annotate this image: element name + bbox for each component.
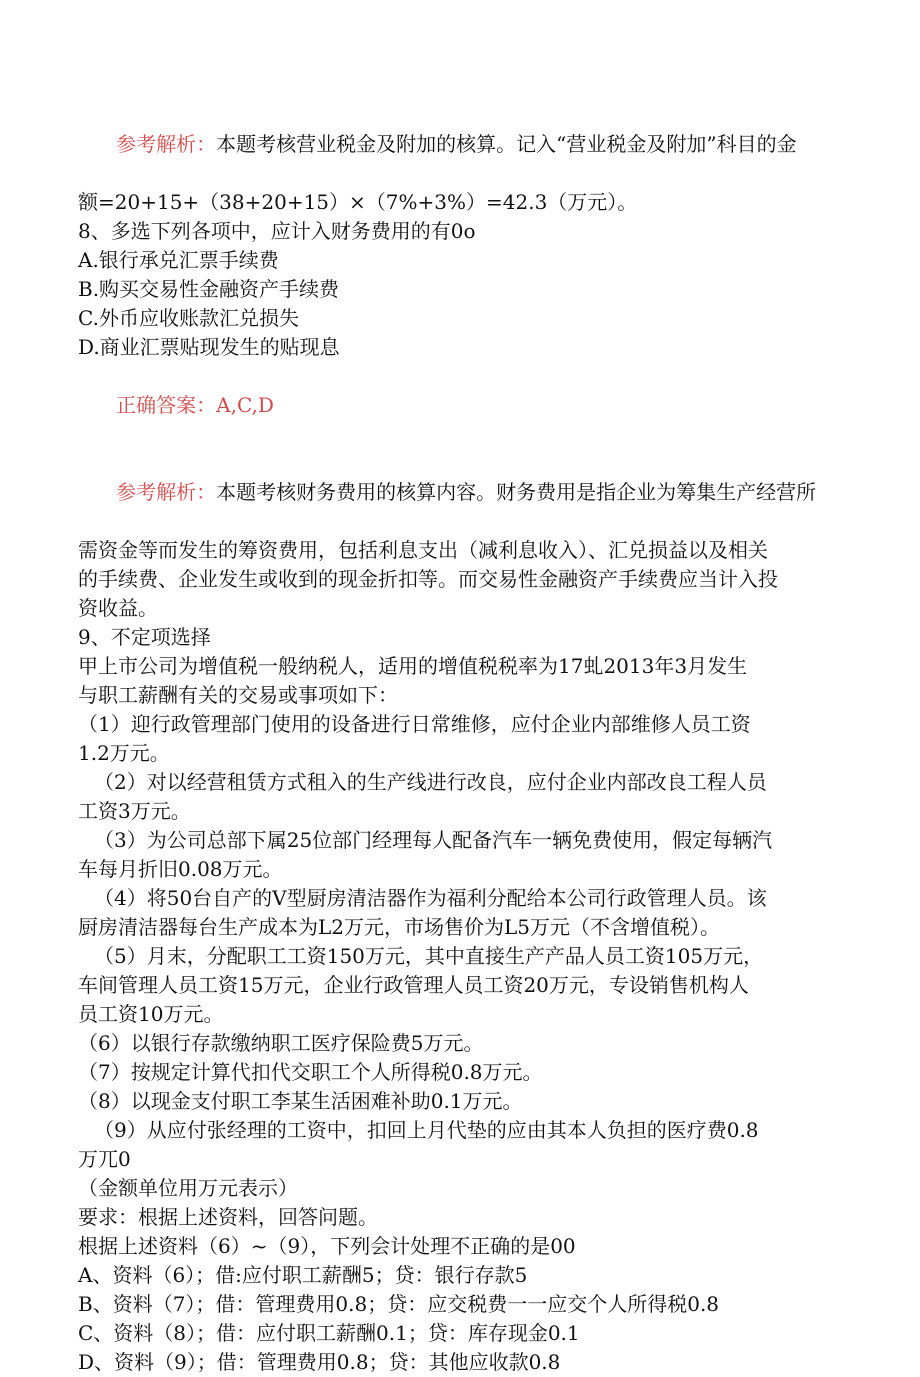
answer-option-c: C、资料（8）；借：应付职工薪酬0.1；贷：库存现金0.1 bbox=[78, 1321, 580, 1345]
intro-line: 甲上市公司为增值税一般纳税人，适用的增值税税率为17虬2013年3月发生 bbox=[78, 654, 748, 678]
option-d: D.商业汇票贴现发生的贴现息 bbox=[78, 335, 340, 359]
analysis-line bbox=[78, 449, 838, 536]
material-item-5: （5）月末，分配职工工资150万元，其中直接生产产品人员工资105万元， bbox=[94, 944, 764, 968]
option-c: C.外币应收账款汇兑损失 bbox=[78, 306, 299, 330]
analysis-line: 额=20+15+（38+20+15）×（7%+3%）=42.3（万元）。 bbox=[78, 190, 638, 214]
document-content bbox=[78, 101, 838, 1377]
sub-question: 根据上述资料（6）~（9），下列会计处理不正确的是00 bbox=[78, 1234, 576, 1258]
analysis-line bbox=[78, 101, 838, 188]
analysis-label: 参考解析： bbox=[116, 132, 217, 156]
analysis-text: 本题考核财务费用的核算内容。财务费用是指企业为筹集生产经营所 bbox=[216, 480, 817, 504]
material-item-7: （7）按规定计算代扣代交职工个人所得税0.8万元。 bbox=[78, 1060, 543, 1084]
analysis-text: 本题考核营业税金及附加的核算。记入“营业税金及附加”科目的金 bbox=[216, 132, 797, 156]
material-item-3-continued: 车每月折旧0.08万元。 bbox=[78, 857, 283, 881]
material-item-1-continued: 1.2万元。 bbox=[78, 741, 170, 765]
question-stem: 8、多选下列各项中，应计入财务费用的有0o bbox=[78, 219, 476, 243]
material-item-4: （4）将50台自产的V型厨房清洁器作为福利分配给本公司行政管理人员。该 bbox=[94, 886, 767, 910]
option-a: A.银行承兑汇票手续费 bbox=[78, 248, 279, 272]
question-title: 9、不定项选择 bbox=[78, 625, 211, 649]
answer-line bbox=[78, 362, 838, 449]
material-item-5-continued: 员工资10万元。 bbox=[78, 1002, 224, 1026]
material-item-2: （2）对以经营租赁方式租入的生产线进行改良，应付企业内部改良工程人员 bbox=[94, 770, 767, 794]
material-item-9: （9）从应付张经理的工资中，扣回上月代垫的应由其本人负担的医疗费0.8 bbox=[94, 1118, 759, 1142]
material-item-9-continued: 万兀0 bbox=[78, 1147, 131, 1171]
material-item-2-continued: 工资3万元。 bbox=[78, 799, 191, 823]
requirement-line: 要求：根据上述资料，回答问题。 bbox=[78, 1205, 378, 1229]
material-item-8: （8）以现金支付职工李某生活困难补助0.1万元。 bbox=[78, 1089, 523, 1113]
material-item-5-continued: 车间管理人员工资15万元，企业行政管理人员工资20万元，专设销售机构人 bbox=[78, 973, 749, 997]
answer-option-a: A、资料（6）；借:应付职工薪酬5；贷：银行存款5 bbox=[78, 1263, 528, 1287]
answer-option-b: B、资料（7）；借：管理费用0.8；贷：应交税费一一应交个人所得税0.8 bbox=[78, 1292, 720, 1316]
answer-option-d: D、资料（9）；借：管理费用0.8；贷：其他应收款0.8 bbox=[78, 1350, 561, 1374]
analysis-line: 需资金等而发生的筹资费用，包括利息支出（减利息收入）、汇兑损益以及相关 bbox=[78, 538, 768, 562]
material-item-4-continued: 厨房清洁器每台生产成本为L2万元，市场售价为L5万元（不含增值税）。 bbox=[78, 915, 721, 939]
material-item-1: （1）迎行政管理部门使用的设备进行日常维修，应付企业内部维修人员工资 bbox=[78, 712, 751, 736]
option-b: B.购买交易性金融资产手续费 bbox=[78, 277, 340, 301]
analysis-line: 的手续费、企业发生或收到的现金折扣等。而交易性金融资产手续费应当计入投 bbox=[78, 567, 778, 591]
material-item-3: （3）为公司总部下属25位部门经理每人配备汽车一辆免费使用，假定每辆汽 bbox=[94, 828, 773, 852]
intro-line: 与职工薪酬有关的交易或事项如下： bbox=[78, 683, 398, 707]
answer-label: 正确答案： bbox=[116, 393, 217, 417]
analysis-label: 参考解析： bbox=[116, 480, 217, 504]
analysis-line: 资收益。 bbox=[78, 596, 158, 620]
unit-note: （金额单位用万元表示） bbox=[78, 1176, 298, 1200]
material-item-6: （6）以银行存款缴纳职工医疗保险费5万元。 bbox=[78, 1031, 484, 1055]
answer-value: A,C,D bbox=[216, 393, 274, 417]
